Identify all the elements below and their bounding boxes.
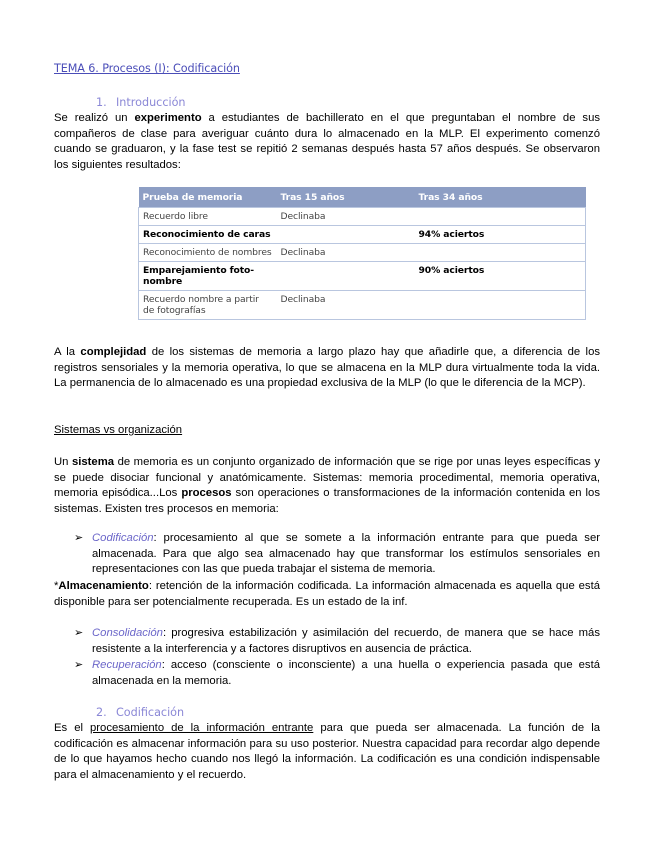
table-row — [139, 291, 586, 320]
text-run: Es el — [54, 722, 90, 734]
table-header: Tras 34 años — [415, 187, 586, 208]
section-heading-introduccion — [96, 96, 186, 109]
text-run: a estudiantes de bachillerato en el que preguntaban el nombre de sus compañeros de clase para averiguar cuánto dura lo almacenado en la MLP. El experimento comenzó cuando se graduaron, y la fase test se repitió 2 semanas después hasta 57 años después. Se observaron los siguientes resultados: — [54, 112, 600, 172]
results-table — [138, 187, 586, 320]
arrow-bullet-icon: ➢ — [74, 659, 84, 671]
text-run: : retención de la información codificada. La información almacenada es aquella que está disponible para ser potencialmente recuperada. Es un estado de la inf. — [54, 580, 600, 608]
list-item-consolidacion — [74, 626, 600, 657]
table-header: Tras 15 años — [277, 187, 415, 208]
section-heading-codificacion — [96, 706, 184, 719]
term-recuperacion: Recuperación — [92, 659, 162, 671]
table-cell: Declinaba — [277, 244, 415, 262]
table-cell — [277, 262, 415, 291]
text-run: A la — [54, 346, 81, 358]
table-cell: Declinaba — [277, 208, 415, 226]
table-row — [139, 226, 586, 244]
arrow-bullet-icon: ➢ — [74, 627, 84, 639]
text-run: : procesamiento al que se somete a la información entrante para que pueda ser almacenada. Para que algo sea almacenado hay que transformar los estímulos sensoriales en representaciones con las que pueda trabajar el sistema de memoria. — [92, 532, 600, 576]
text-run: Un — [54, 456, 72, 468]
table-row — [139, 208, 586, 226]
table-cell — [415, 208, 586, 226]
paragraph-complejidad — [54, 345, 600, 392]
text-run: son operaciones o transformaciones de la información contenida en los sistemas. Existen tres procesos en memoria: — [54, 487, 600, 516]
paragraph-almacenamiento — [54, 579, 600, 610]
table-row — [139, 244, 586, 262]
underlined-phrase: procesamiento de la información entrante — [90, 722, 314, 734]
document-title: TEMA 6. Procesos (I): Codificación — [54, 62, 240, 75]
text-run: Se realizó un — [54, 112, 135, 124]
bold-term-experimento: experimento — [134, 112, 202, 124]
text-run: : acceso (consciente o inconsciente) a una huella o experiencia pasada que está almacenada en la memoria. — [92, 659, 600, 687]
table-cell — [277, 226, 415, 244]
table-row — [139, 262, 586, 291]
list-item-codificacion — [74, 531, 600, 578]
table-cell: Emparejamiento foto-nombre — [139, 262, 277, 291]
section-number: 1. — [96, 96, 107, 109]
table-cell: Recuerdo libre — [139, 208, 277, 226]
section-label: Codificación — [116, 706, 185, 719]
table-cell: 94% aciertos — [415, 226, 586, 244]
text-run: de memoria es un conjunto organizado de información que se rige por unas leyes específicas y se puede disociar funcional y anatómicamente. Sistemas: memoria procedimental, memoria operativa, memoria episódica...Los — [54, 456, 600, 500]
text-run: : progresiva estabilización y asimilación del recuerdo, de manera que se hace más resistente a la interferencia y a factores disruptivos en ausencia de práctica. — [92, 627, 600, 655]
bold-term-complejidad: complejidad — [80, 346, 147, 358]
paragraph-sistema — [54, 455, 600, 518]
arrow-bullet-icon: ➢ — [74, 532, 84, 544]
table-cell: Declinaba — [277, 291, 415, 320]
table-cell: Reconocimiento de nombres — [139, 244, 277, 262]
table-cell: Recuerdo nombre a partir de fotografías — [139, 291, 277, 320]
text-run: * — [54, 580, 59, 592]
section-label: Introducción — [116, 96, 186, 109]
table-cell: Reconocimiento de caras — [139, 226, 277, 244]
text-run: de los sistemas de memoria a largo plazo hay que añadirle que, a diferencia de los registros sensoriales y la memoria operativa, lo que se almacena en la MLP dura virtualmente toda la vida. La permanencia de lo almacenado es una propiedad exclusiva de la MLP (lo que le diferencia de la MCP). — [54, 346, 601, 390]
bold-term-almacenamiento: Almacenamiento — [58, 580, 149, 592]
table-header-row — [139, 187, 586, 208]
bold-term-sistema: sistema — [71, 456, 115, 468]
section-number: 2. — [96, 706, 107, 719]
bold-term-procesos: procesos — [181, 487, 232, 500]
list-item-recuperacion — [74, 658, 600, 689]
table-cell: 90% aciertos — [415, 262, 586, 291]
table-header: Prueba de memoria — [139, 187, 277, 208]
subheading-sistemas: Sistemas vs organización — [54, 424, 183, 436]
table-cell — [415, 291, 586, 320]
text-run: para que pueda ser almacenada. La función de la codificación es almacenar información para su uso posterior. Nuestra capacidad para recordar algo depende de lo que hayamos hecho cuando nos llegó la información. La codificación es una condición indispensable para el almacenamiento y el recuerdo. — [54, 722, 600, 782]
term-consolidacion: Consolidación — [92, 627, 163, 639]
paragraph-codificacion — [54, 721, 600, 784]
paragraph-experimento — [54, 111, 600, 174]
term-codificacion: Codificación — [92, 532, 154, 544]
table-cell — [415, 244, 586, 262]
